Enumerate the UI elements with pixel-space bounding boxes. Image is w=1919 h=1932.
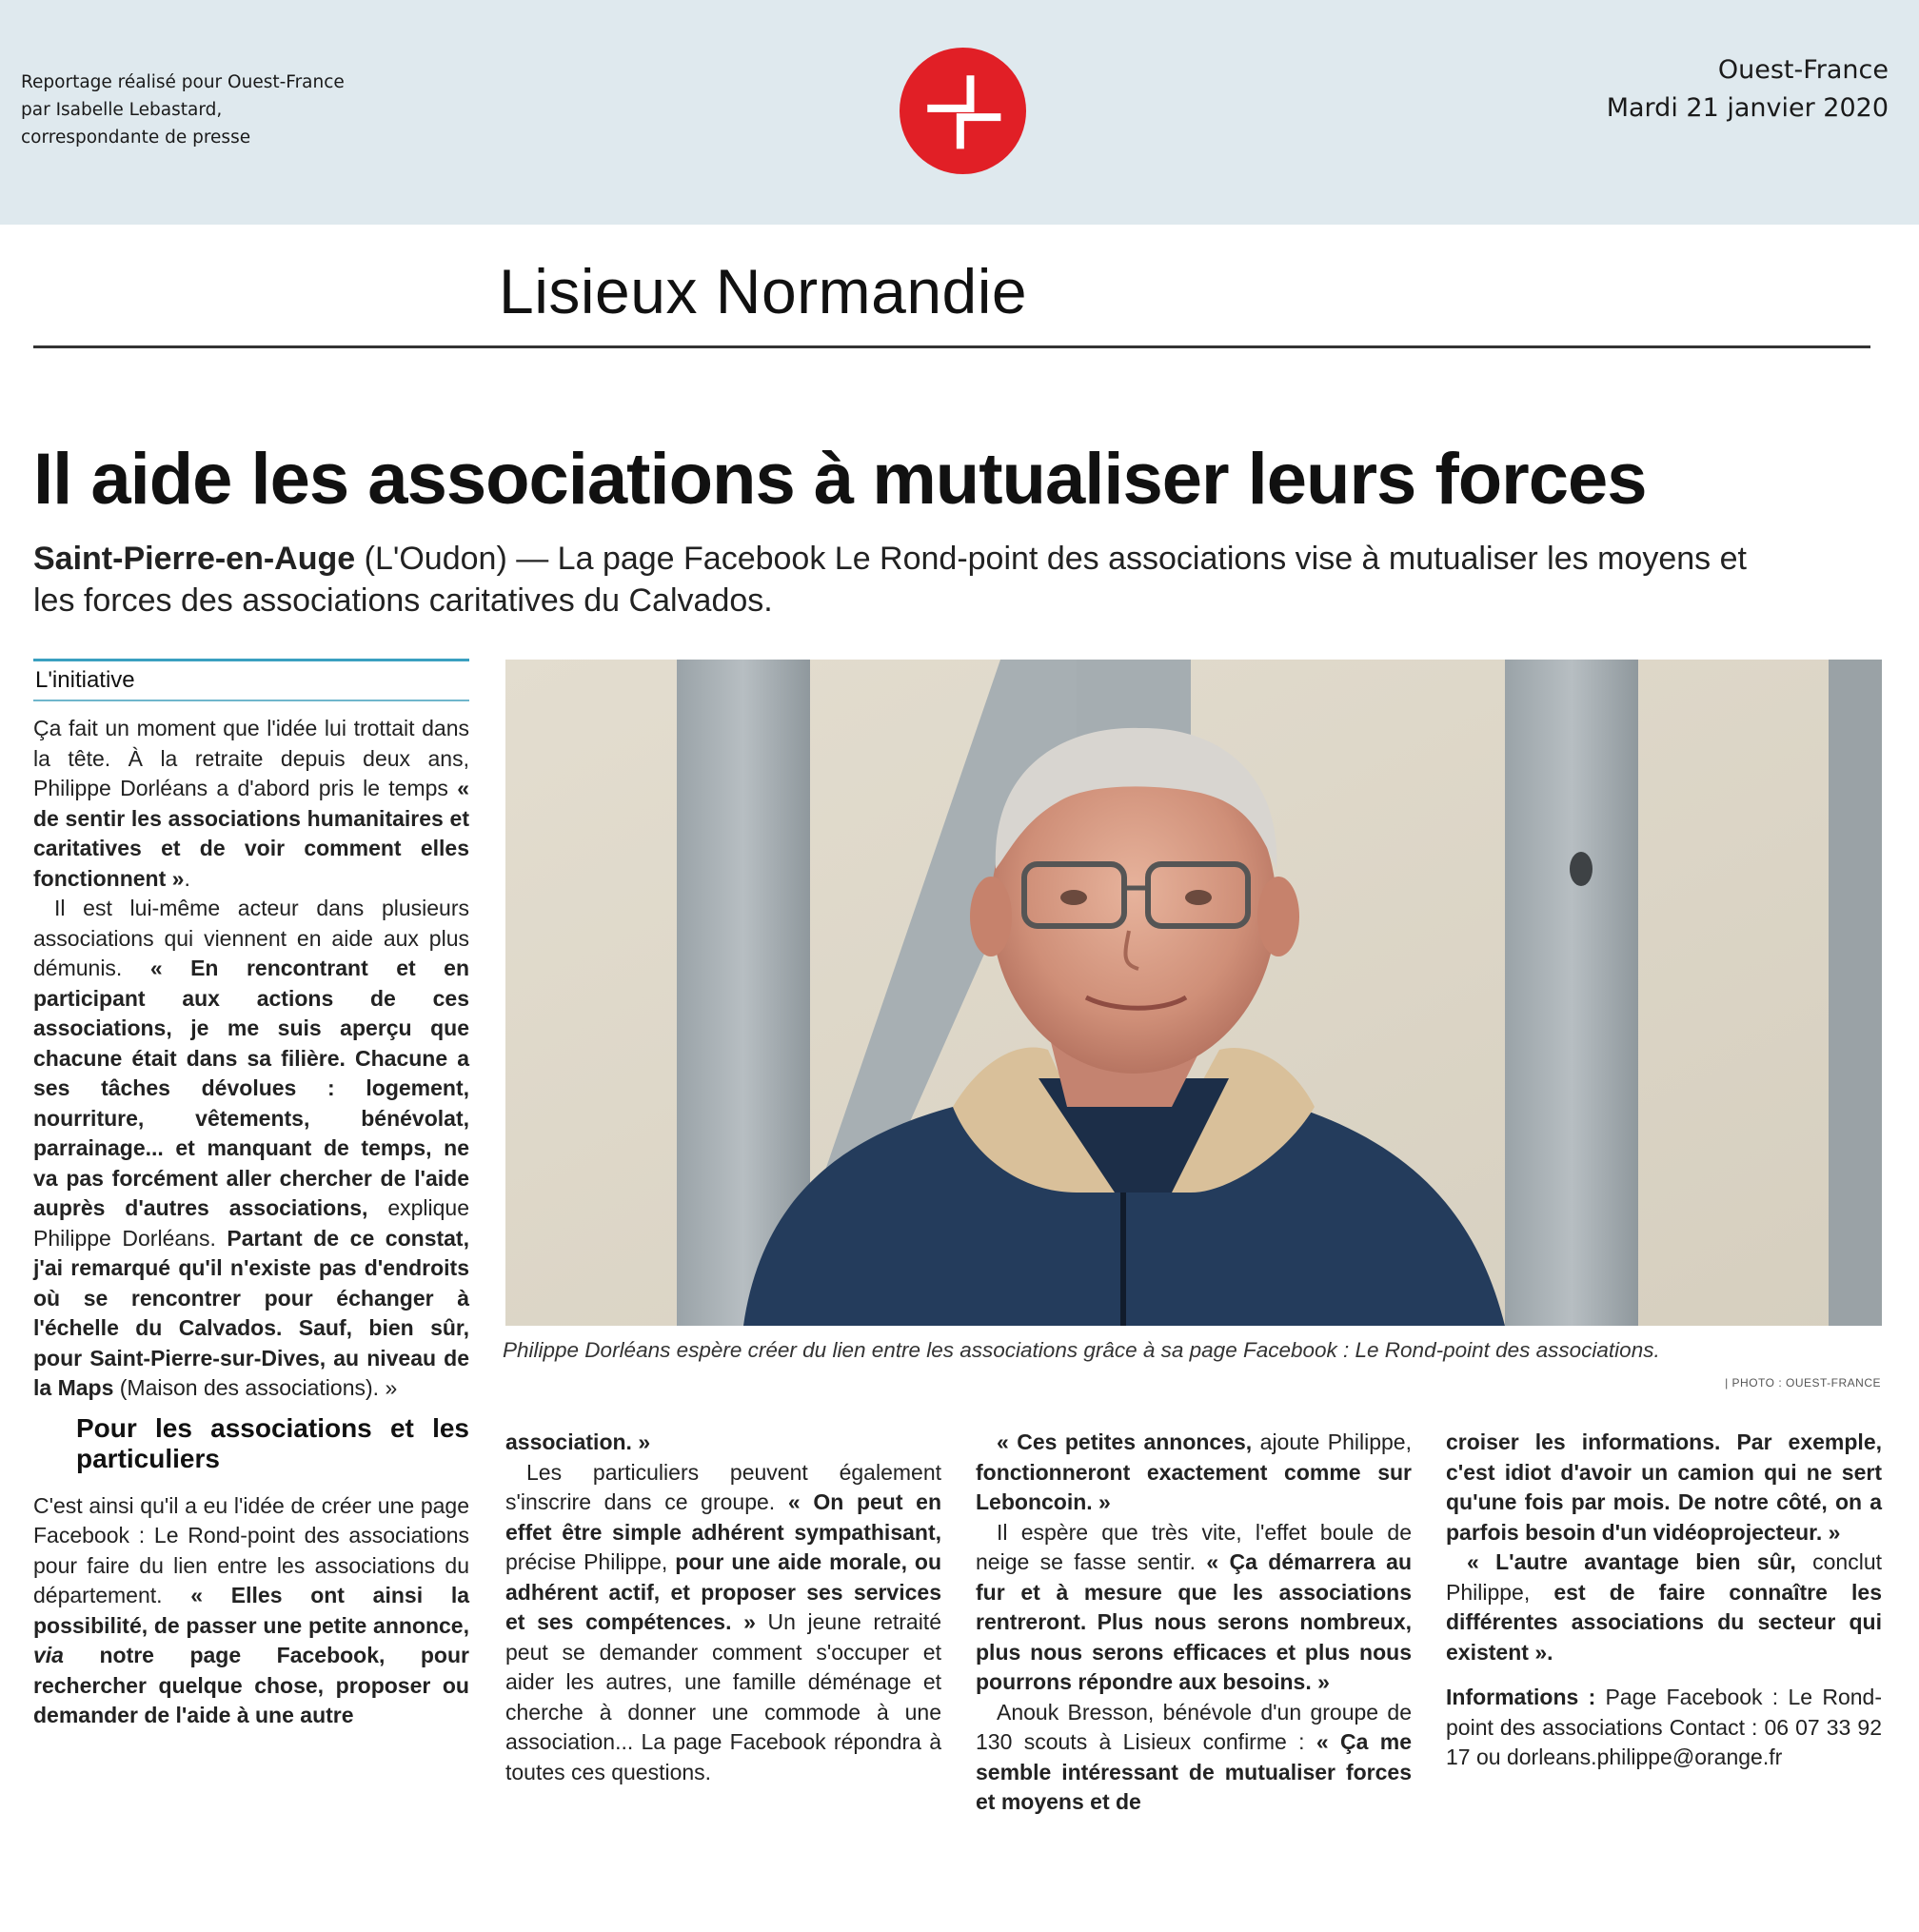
article-column-2 [505,1428,941,1787]
col3-p1-attribution: ajoute Philippe, [1252,1429,1412,1454]
publication-info [1607,51,1889,128]
col1-paragraph-2 [33,894,469,1404]
col4-paragraph-2 [1446,1548,1882,1667]
col2-paragraph-2 [505,1458,941,1788]
photo-caption: Philippe Dorléans espère créer du lien entre les associations grâce à sa page Facebook : Le Rond-point des associations. [503,1338,1660,1362]
lead-subplace: (L'Oudon) [364,541,507,577]
col1-p2-quote-2: Partant de ce constat, j'ai remarqué qu'il n'existe pas d'endroits où se rencontrer pour échanger à l'échelle du Calvados. Sauf, bien sûr, pour Saint-Pierre-sur-Dives, au niveau de la Maps [33,1225,469,1400]
col2-p2-text: Les particuliers peuvent également s'inscrire dans ce groupe. [505,1459,941,1514]
col2-paragraph-1 [505,1428,941,1458]
kicker-box [33,659,469,701]
article-column-4 [1446,1428,1882,1773]
col2-p2-quote-2: pour une aide morale, ou adhérent actif, et proposer ses services et ses compétences. » [505,1549,942,1634]
col2-p2-attribution: précise Philippe, [505,1549,676,1574]
col1-p1-quote: « de sentir les associations humanitaires et caritatives et de voir comment elles fonctionnent » [33,776,469,891]
kicker-label: L'initiative [35,667,135,693]
col3-p2-text: Il espère que très vite, l'effet boule de neige se fasse sentir. [976,1519,1412,1574]
col4-p2-attribution: conclut Philippe, [1446,1549,1883,1605]
section-rule [33,345,1870,348]
credit-line-1: Reportage réalisé pour Ouest-France [21,72,345,92]
col1-p2-attribution: explique Philippe Dorléans. [33,1195,469,1251]
photo-credit: | PHOTO : OUEST-FRANCE [1725,1376,1881,1390]
col4-paragraph-1 [1446,1428,1882,1548]
publication-date: Mardi 21 janvier 2020 [1606,93,1889,123]
col2-p1-quote: association. » [505,1429,651,1454]
credit-line-3: correspondante de presse [21,128,251,148]
publication-name: Ouest-France [1717,55,1889,85]
col1-paragraph-1 [33,714,469,894]
section-title: Lisieux Normandie [499,256,1028,326]
credit-line-2: par Isabelle Lebastard, [21,100,223,120]
col4-p2-quote-2: est de faire connaître les différentes associations du secteur qui existent ». [1446,1579,1882,1665]
kicker-bottom-rule [33,700,469,701]
col1-paragraph-3 [33,1491,469,1731]
article-headline: Il aide les associations à mutualiser leurs forces [33,439,1647,520]
article-photo [505,660,1882,1326]
col3-p1-quote-2: fonctionneront exactement comme sur Leboncoin. » [976,1459,1412,1514]
article-column-3 [976,1428,1412,1818]
col4-p1-quote: croiser les informations. Par exemple, c'est idiot d'avoir un camion qui ne sert qu'une fois par mois. De notre côté, on a parfois besoin d'un vidéoprojecteur. » [1446,1429,1882,1545]
col3-paragraph-1 [976,1428,1412,1518]
col2-p2-end: Un jeune retraité peut se demander comment s'occuper et aider les autres, une famille déménage et cherche à donner une commode à une association... La page Facebook répondra à toutes ces questions. [505,1609,941,1784]
col1-p2-quote: « En rencontrant et en participant aux actions de ces associations, je me suis aperçu que chacune était dans sa filière. Chacune a ses tâches dévolues : logement, nourriture, vêtements, bénévolat, parrainage... et manquant de temps, ne va pas forcément aller chercher de l'aide auprès d'autres associations, [33,956,470,1220]
col1-p2-end: (Maison des associations). » [113,1375,398,1400]
article-subhead: Pour les associations et les particuliers [76,1412,469,1473]
col1-p2-text: Il est lui-même acteur dans plusieurs associations qui viennent en aide aux plus démunis. [33,896,469,980]
col4-info-label: Informations : [1446,1685,1596,1709]
col1-p1-text: Ça fait un moment que l'idée lui trottait dans la tête. À la retraite depuis deux ans, Philippe Dorléans a d'abord pris le temps [33,716,469,800]
col1-p3-quote: « Elles ont ainsi la possibilité, de passer une petite annonce, [33,1583,469,1638]
portrait-image [505,660,1882,1326]
col2-p2-quote: « On peut en effet être simple adhérent sympathisant, [505,1489,942,1545]
col3-p3-quote: « Ça me semble intéressant de mutualiser forces et moyens et de [976,1729,1412,1814]
col1-p3-text: C'est ainsi qu'il a eu l'idée de créer une page Facebook : Le Rond-point des associations pour faire du lien entre les associations du département. [33,1492,469,1607]
ouest-france-logo-icon [900,48,1026,174]
col3-p2-quote: « Ça démarrera au fur et à mesure que les associations rentreront. Plus nous serons nombreux, plus nous serons efficaces et plus nous pourrons répondre aux besoins. » [976,1549,1412,1694]
col3-paragraph-2 [976,1518,1412,1698]
col4-info-text: Page Facebook : Le Rond-point des associations Contact : 06 07 33 92 17 ou dorleans.philippe@orange.fr [1446,1685,1882,1769]
col1-p3-quote-end: notre page Facebook, pour rechercher quelque chose, proposer ou demander de l'aide à une autre [33,1643,469,1727]
lead-place: Saint-Pierre-en-Auge [33,541,356,577]
col3-p3-text: Anouk Bresson, bénévole d'un groupe de 130 scouts à Lisieux confirme : [976,1699,1412,1754]
article-lead [33,538,1747,621]
article-column-1 [33,714,469,1731]
col3-paragraph-3 [976,1698,1412,1818]
lead-text: — La page Facebook Le Rond-point des associations vise à mutualiser les moyens et les forces des associations caritatives du Calvados. [33,541,1747,619]
col3-p1-quote: « Ces petites annonces, [997,1429,1253,1454]
col1-p1-end: . [184,865,190,891]
reporter-credit [21,69,345,151]
col4-p2-quote: « L'autre avantage bien sûr, [1467,1549,1796,1574]
col4-paragraph-3 [1446,1683,1882,1773]
col1-p3-via: via [33,1643,64,1667]
